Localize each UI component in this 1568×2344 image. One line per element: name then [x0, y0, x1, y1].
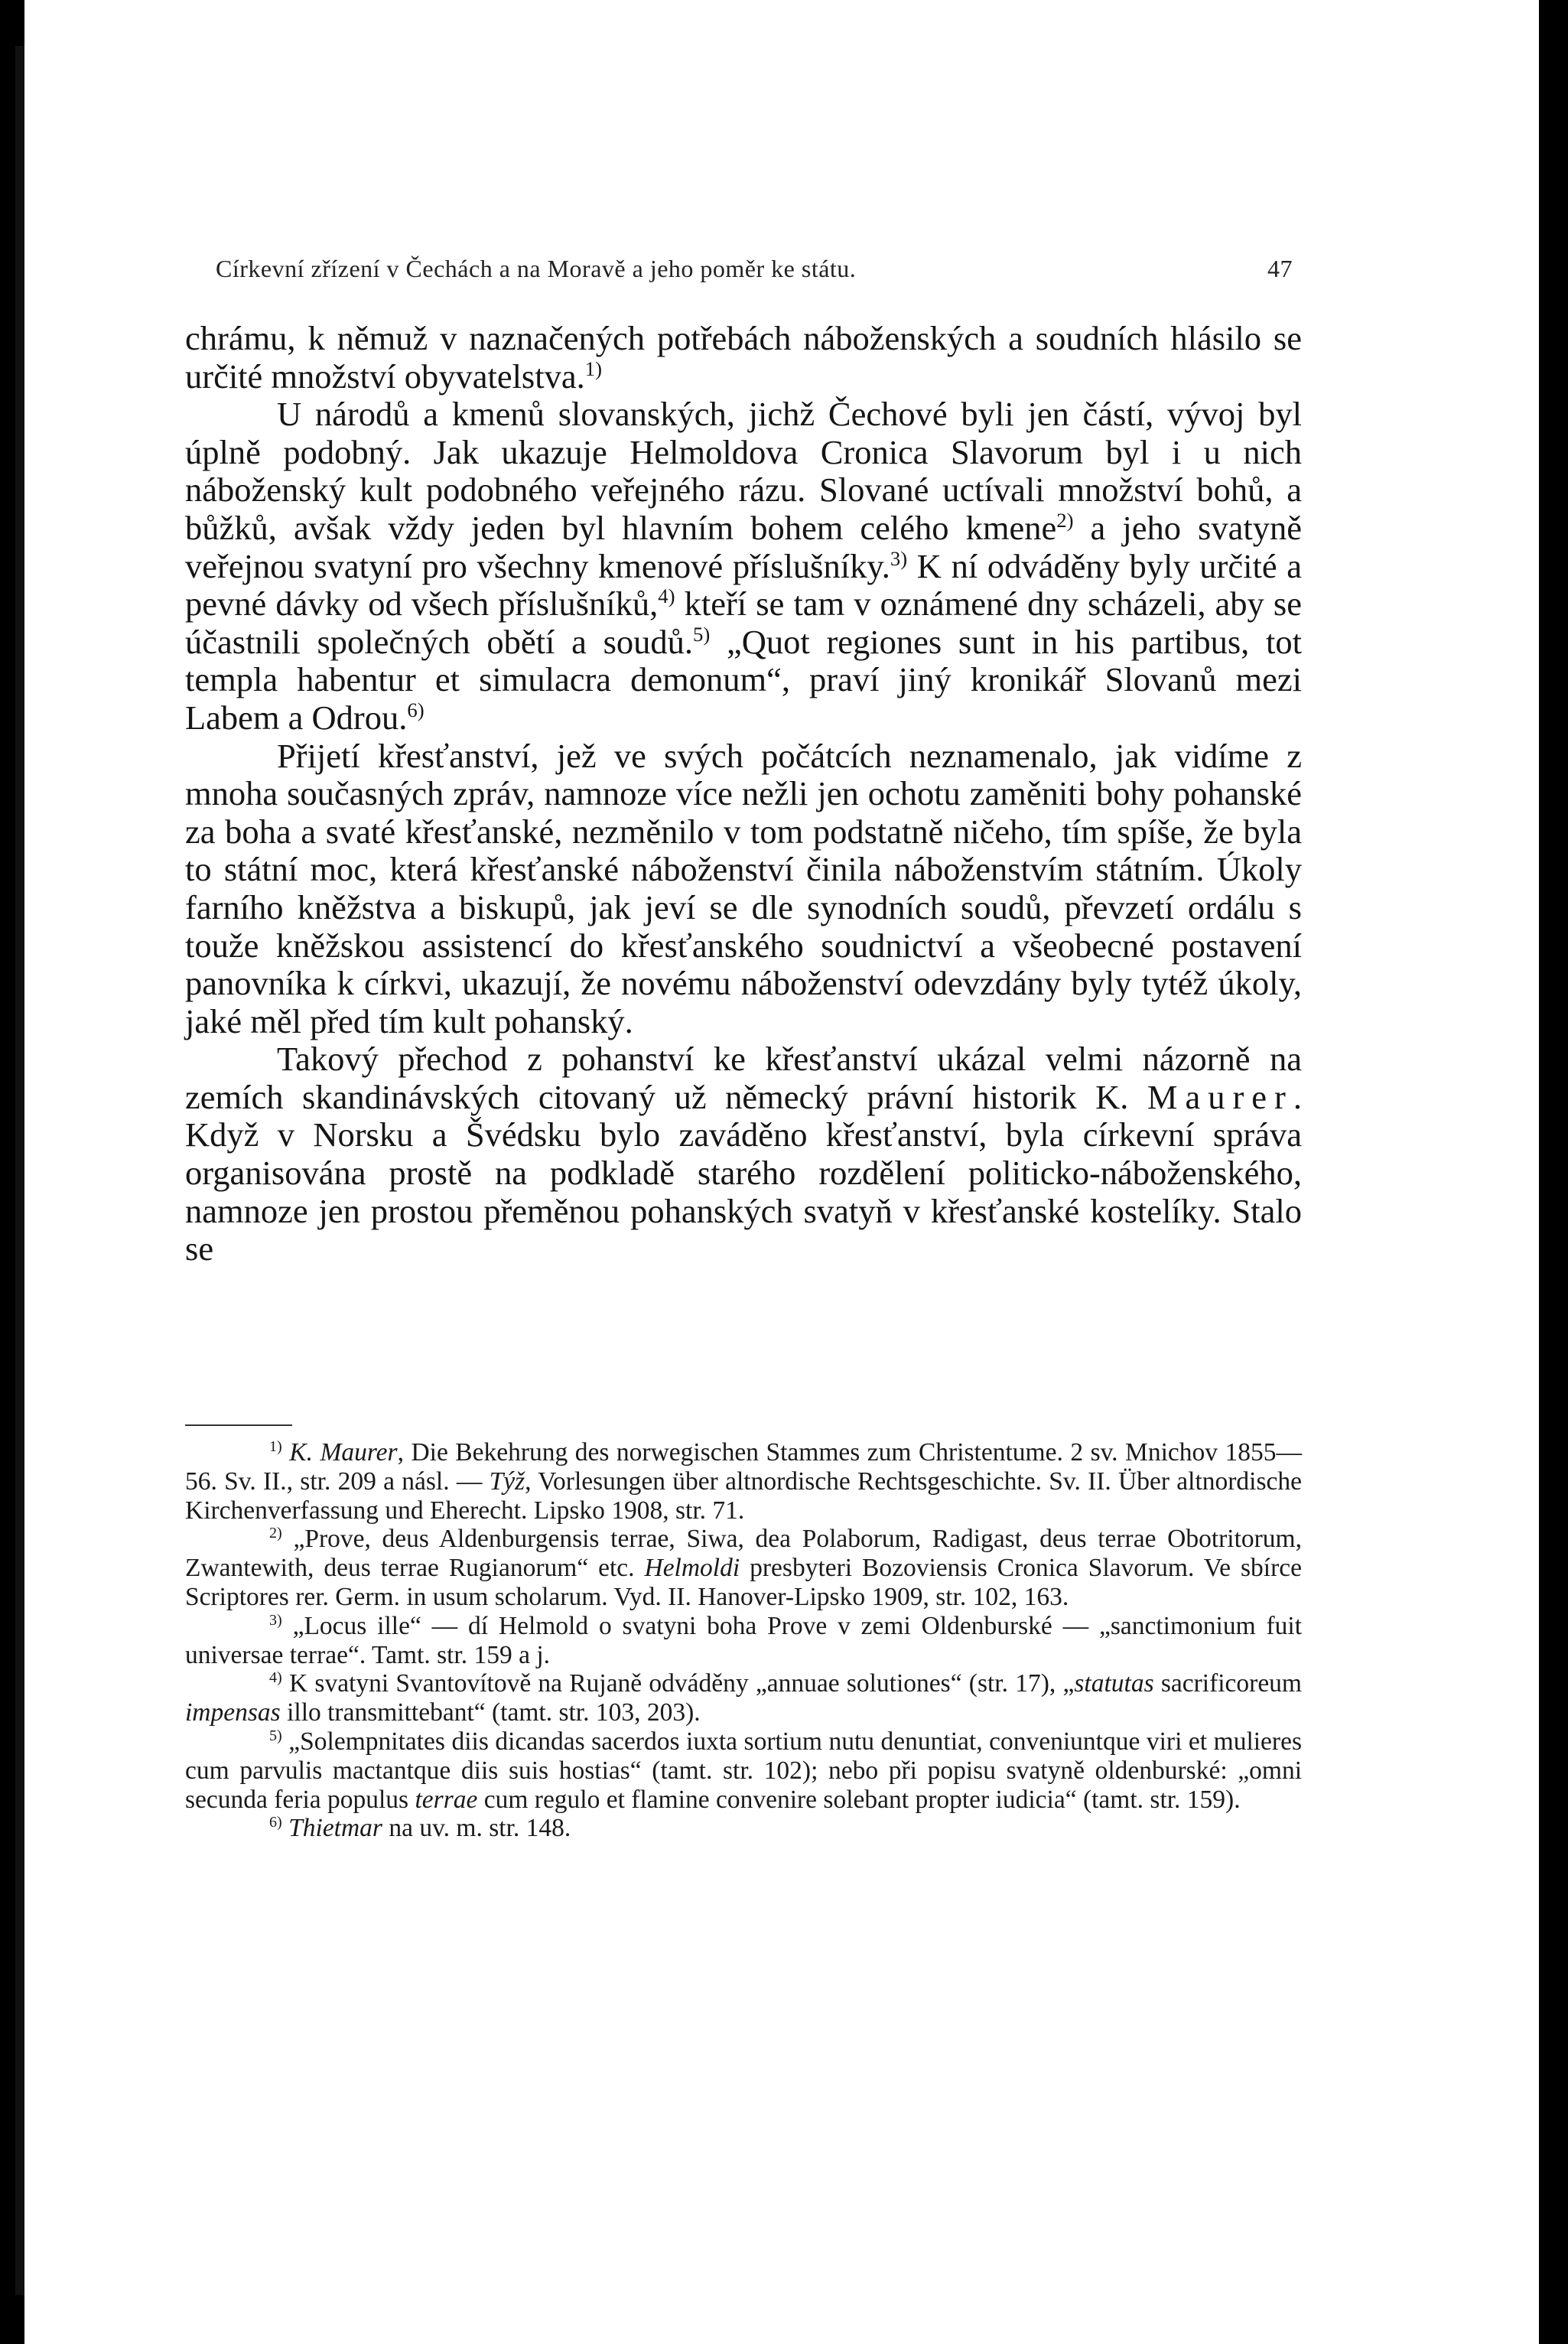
author-name-spaced: Maurer	[1147, 1077, 1293, 1116]
running-title: Církevní zřízení v Čechách a na Moravě a jeho poměr ke státu.	[216, 255, 857, 282]
footnote-6-mark: 6)	[269, 1814, 282, 1831]
book-page	[24, 0, 1539, 2344]
footnote-2-mark-num: 2	[269, 1525, 278, 1542]
footnote-ref-5: 5)	[693, 622, 711, 646]
footnote-ref-1-num: 1	[584, 356, 596, 380]
footnote-2-text-b: presbyteri Bozoviensis Cronica Slavorum. Ve sbírce Scriptores rer. Germ. in usum scholarum. Vyd. II. Hanover-Lipsko 1909, str. 102, 163.	[185, 1554, 1302, 1611]
footnote-rule	[185, 1424, 292, 1426]
footnote-ref-1: 1)	[584, 356, 602, 380]
paragraph-4-text-b: . Když v Norsku a Švédsku bylo zaváděno křesťanství, byla církevní správa organisována prostě na podkladě starého rozdělení politicko-náboženského, namnoze jen prostou přeměnou pohanských svatyň v křesťanské kostelíky. Stalo se	[185, 1077, 1302, 1268]
footnotes	[185, 1438, 1302, 1843]
main-text	[185, 320, 1302, 1268]
paragraph-1	[185, 320, 1302, 396]
footnote-5-mark: 5)	[269, 1727, 282, 1744]
footnote-3-mark-num: 3	[269, 1611, 278, 1629]
paragraph-2-text-e: „Quot regiones sunt in his partibus, tot templa habentur et simulacra demonum“, praví jiný kronikář Slovanů mezi Labem a Odrou.	[185, 622, 1302, 737]
footnote-4-text-a: K svatyni Svantovítově na Rujaně odváděny „annuae solutiones“ (str. 17), „	[281, 1669, 1075, 1698]
footnote-4-statutas: statutas	[1074, 1669, 1154, 1698]
footnote-1-text-a: , Die Bekehrung des norwegischen Stammes zum Christentume. 2 sv. Mnichov 1855—56. Sv. II., str. 209 a násl. —	[185, 1438, 1303, 1496]
paragraph-4	[185, 1040, 1302, 1268]
footnote-5-text-b: cum regulo et flamine convenire solebant propter iudicia“ (tamt. str. 159).	[477, 1785, 1241, 1814]
footnote-1-author: K. Maurer	[289, 1438, 398, 1467]
footnote-3	[185, 1612, 1302, 1670]
footnote-4-mark-num: 4	[269, 1669, 278, 1687]
footnote-ref-2-num: 2	[1056, 509, 1067, 532]
footnote-1-tyz: Týž	[489, 1467, 525, 1496]
footnote-2-text-a: „Prove, deus Aldenburgensis terrae, Siwa, dea Polaborum, Radigast, deus terrae Obotritorum, Zwantewith, deus terrae Rugianorum“ etc.	[185, 1525, 1302, 1583]
footnote-3-text: „Locus ille“ — dí Helmold o svatyni boha Prove v zemi Oldenburské — „sanctimonium fuit universae terrae“. Tamt. str. 159 a j.	[185, 1611, 1302, 1669]
footnote-5-mark-num: 5	[269, 1727, 278, 1744]
footnote-1-mark: 1)	[269, 1437, 282, 1455]
paragraph-2-text-b: a jeho svatyně veřejnou svatyní pro všechny kmenové příslušníky.	[185, 508, 1302, 585]
footnote-ref-3: 3)	[890, 546, 908, 570]
footnote-ref-4: 4)	[658, 584, 675, 608]
paragraph-4-text-a: Takový přechod z pohanství ke křesťanství ukázal velmi názorně na zemích skandinávských citovaný už německý právní historik K.	[185, 1040, 1302, 1116]
paragraph-3-text: Přijetí křesťanství, jež ve svých počátcích neznamenalo, jak vidíme z mnoha současných zpráv, namnoze více nežli jen ochotu zaměniti bohy pohanské za boha a svaté křesťanské, nezměnilo v tom podstatně ničeho, tím spíše, že byla to státní moc, která křesťanské náboženství činila náboženstvím státním. Úkoly farního kněžstva a biskupů, jak jeví se dle synodních soudů, převzetí ordálu s touže kněžskou assistencí do křesťanského soudnictví a všeobecné postavení panovníka k církvi, ukazují, že novému náboženství odevzdány byly tytéž úkoly, jaké měl před tím kult pohanský.	[185, 736, 1302, 1040]
footnote-ref-2: 2)	[1056, 509, 1074, 532]
footnote-1	[185, 1438, 1302, 1525]
footnote-6-text: na uv. m. str. 148.	[382, 1814, 571, 1843]
page-number: 47	[1267, 255, 1293, 282]
paragraph-2-text-a: U národů a kmenů slovanských, jichž Čechové byli jen částí, vývoj byl úplně podobný. Jak ukazuje Helmoldova Cronica Slavorum byl i u nich náboženský kult podobného veřejného rázu. Slované uctívali množství bohů, a bůžků, avšak vždy jeden byl hlavním bohem celého kmene	[185, 395, 1302, 547]
footnote-ref-5-num: 5	[693, 622, 704, 646]
footnote-ref-6: 6)	[407, 698, 425, 722]
footnote-5-text-a: „Solempnitates diis dicandas sacerdos iuxta sortium nutu denuntiat, conveniuntque viri et mulieres cum parvulis mactantque diis suis hostias“ (tamt. str. 102); nebo při popisu svatyně oldenburské: „omni secunda feria populus	[185, 1727, 1302, 1814]
footnote-ref-4-num: 4	[658, 584, 669, 608]
footnote-6	[185, 1814, 1302, 1843]
footnote-4-text-c: illo transmittebant“ (tamt. str. 103, 203).	[280, 1698, 701, 1727]
footnote-5-terrae: terrae	[415, 1785, 478, 1814]
footnote-2-helmoldi: Helmoldi	[644, 1554, 740, 1583]
paragraph-2-text-c: K ní odváděny byly určité a pevné dávky od všech příslušníků,	[185, 546, 1303, 623]
footnote-2	[185, 1525, 1302, 1611]
paragraph-3	[185, 737, 1302, 1041]
footnote-4	[185, 1669, 1302, 1727]
footnote-6-mark-num: 6	[269, 1814, 278, 1831]
running-header	[216, 255, 1293, 283]
footnote-3-mark: 3)	[269, 1611, 282, 1629]
footnote-1-mark-num: 1	[269, 1437, 278, 1455]
footnote-6-thietmar: Thietmar	[288, 1814, 382, 1843]
footnote-5	[185, 1727, 1302, 1814]
footnote-ref-3-num: 3	[890, 546, 901, 570]
footnote-4-text-b: sacrificoreum	[1153, 1669, 1302, 1698]
paragraph-1-text: chrámu, k němuž v naznačených potřebách náboženských a soudních hlásilo se určité množství obyvatelstva.	[185, 319, 1302, 396]
paragraph-2	[185, 396, 1302, 737]
footnote-4-impensas: impensas	[185, 1698, 281, 1727]
footnote-2-mark: 2)	[269, 1525, 282, 1542]
footnote-1-text-b: , Vorlesungen über altnordische Rechtsgeschichte. Sv. II. Über altnordische Kirchenverfassung und Eherecht. Lipsko 1908, str. 71.	[185, 1467, 1302, 1525]
footnote-ref-6-num: 6	[407, 698, 418, 722]
paragraph-2-text-d: kteří se tam v oznámené dny scházeli, aby se účastnili společných obětí a soudů.	[185, 584, 1302, 661]
footnote-4-mark: 4)	[269, 1669, 282, 1687]
